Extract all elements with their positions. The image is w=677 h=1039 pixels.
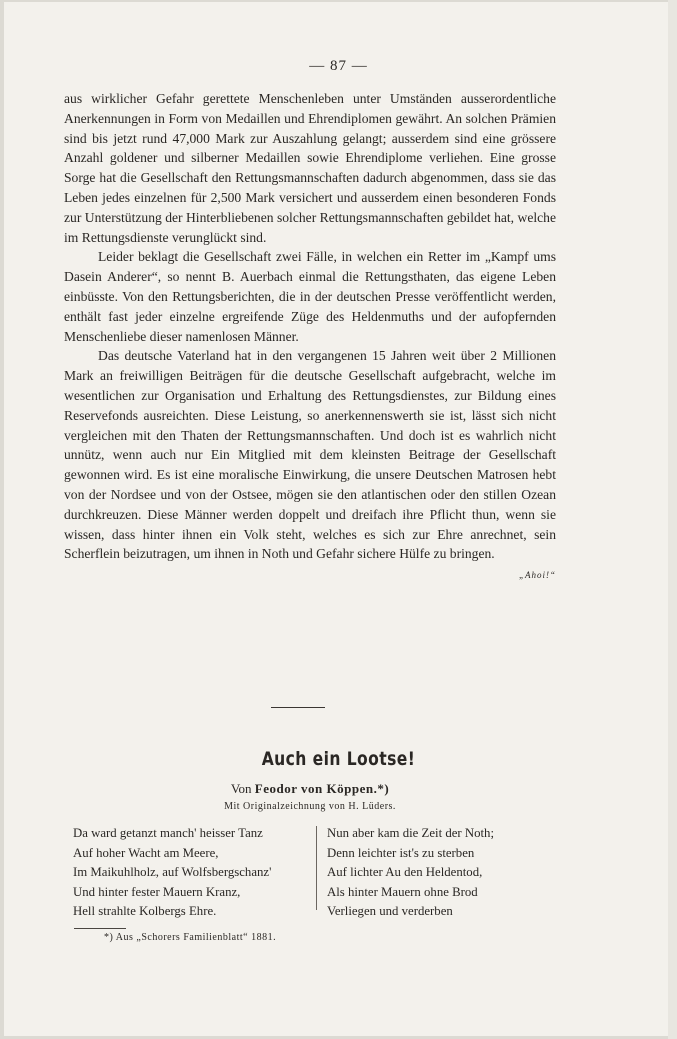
signature: „Ahoi!“ bbox=[518, 570, 556, 581]
poem-line: Als hinter Mauern ohne Brod bbox=[327, 884, 478, 899]
poem-line: Denn leichter ist's zu sterben bbox=[327, 845, 475, 860]
poem-line: Im Maikuhlholz, auf Wolfsbergschanz' bbox=[73, 865, 272, 879]
poem-line: Nun aber kam die Zeit der Noth; bbox=[327, 826, 495, 840]
page-number: — 87 — bbox=[309, 58, 368, 74]
illustration-credit: Mit Originalzeichnung von H. Lüders. bbox=[224, 801, 396, 812]
poem-line: Verliegen und verderben bbox=[327, 904, 453, 918]
poem-author bbox=[0, 781, 620, 797]
section-divider bbox=[271, 707, 325, 708]
poem-column-right bbox=[327, 824, 494, 922]
paragraph: aus wirklicher Gefahr gerettete Menschenleben unter Umständen ausserordentliche Anerkennungen in Form von Medaillen und Ehrendiplomen gewährt. An solchen Prämien sind bis jetzt rund 47,000 Mark zur Auszahlung gelangt; ausserdem sind eine grössere Anzahl goldener und silberner Medaillen sowie Ehrendiplome verliehen. Eine grosse Sorge hat die Gesellschaft den Rettungsmannschaften dadurch abgenommen, dass sie das Leben jedes einzelnen für 2,500 Mark versichert und ausserdem einen besonderen Fonds zur Unterstützung der Hinterbliebenen solcher Rettungsmannschaften gebildet hat, welche im Rettungsdienste verunglückt sind. bbox=[64, 91, 556, 245]
poem-column-left bbox=[73, 824, 271, 922]
poem-line: Da ward getanzt manch' heisser Tanz bbox=[73, 826, 263, 840]
poem-line: Auf lichter Au den Heldentod, bbox=[327, 865, 483, 879]
paragraph-text: Das deutsche Vaterland hat in den vergangenen 15 Jahren weit über 2 Millionen Mark an freiwilligen Beiträgen für die deutsche Gesellschaft aufgebracht, welche im wesentlichen zur Organisation und Erhaltung des Rettungsdienstes, zur Bildung eines Reservefonds ausreichten. Diese Leistung, so anerkennenswerth sie ist, lässt sich nicht vergleichen mit den Thaten der Rettungsmannschaften. Und doch ist es wahrlich nicht unnütz, wenn auch nur Ein Mitglied mit dem kleinsten Beitrage der Gesellschaft gewonnen wird. Es ist eine moralische Einwirkung, die unsere Deutschen Matrosen hebt von der Nordsee und von der Ostsee, mögen sie den atlantischen oder den stillen Ozean durchkreuzen. Diese Männer werden doppelt und dreifach ihre Pflicht thun, wenn sie wissen, dass hinter ihnen ein Volk steht, welches es sich zur Ehre anrechnet, sein Scherflein beizutragen, um ihnen in Noth und Gefahr sichere Hülfe zu bringen. bbox=[64, 348, 556, 562]
poem-title: Auch ein Lootse! bbox=[261, 748, 416, 770]
page-edge bbox=[668, 0, 677, 1039]
footnote: *) Aus „Schorers Familienblatt“ 1881. bbox=[104, 932, 277, 943]
footnote-rule bbox=[74, 928, 126, 929]
poem-line: Und hinter fester Mauern Kranz, bbox=[73, 884, 241, 899]
paragraph bbox=[64, 346, 556, 581]
paragraph: Leider beklagt die Gesellschaft zwei Fälle, in welchen ein Retter im „Kampf ums Dasein Anderer“, so nennt B. Auerbach einmal die Rettungsthaten, das eigene Leben einbüsste. Von den Rettungsberichten, die in der deutschen Presse veröffentlicht werden, enthält fast jeder einzelne ergreifende Züge des Heldenmuths und der aufopfernden Menschenliebe dieser namenlosen Männer. bbox=[64, 249, 556, 344]
poem-line: Auf hoher Wacht am Meere, bbox=[73, 845, 219, 860]
column-divider bbox=[316, 826, 317, 910]
author-name: Feodor von Köppen.*) bbox=[254, 781, 390, 796]
author-prefix: Von bbox=[230, 781, 252, 796]
article-body bbox=[64, 89, 556, 586]
poem-line: Hell strahlte Kolbergs Ehre. bbox=[73, 904, 217, 918]
